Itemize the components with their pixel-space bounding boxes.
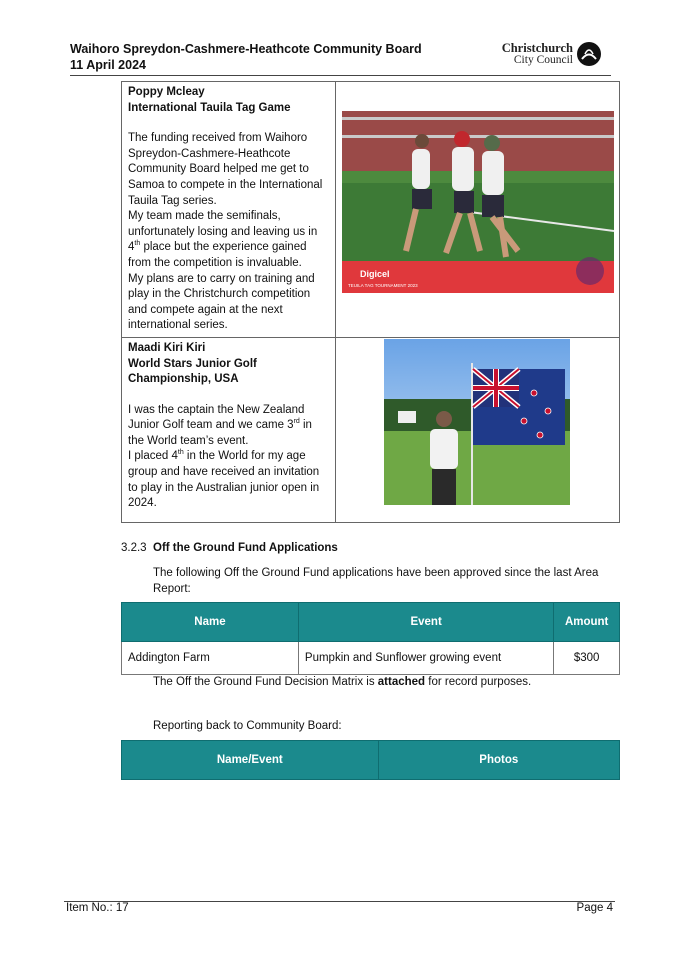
story-paragraph: My plans are to carry on training and play in the Christchurch competition and compete again at the next international series. <box>128 272 315 332</box>
page-number: Page 4 <box>576 902 613 914</box>
table-row <box>122 642 620 675</box>
reporting-table <box>121 740 620 780</box>
table-cell: Pumpkin and Sunflower growing event <box>298 642 553 675</box>
story-event: World Stars Junior Golf <box>128 357 257 370</box>
photo-caption: Digicel <box>360 269 390 279</box>
story-event: Championship, USA <box>128 373 239 386</box>
fund-table <box>121 602 620 675</box>
story-text <box>122 82 336 338</box>
table-cell: Addington Farm <box>122 642 299 675</box>
photo-caption: TEUILA TAG TOURNAMENT 2023 <box>348 283 418 288</box>
table-cell: $300 <box>554 642 620 675</box>
logo-text-2: City Council <box>513 54 573 66</box>
column-header: Name/Event <box>122 741 379 780</box>
story-name: Poppy Mcleay <box>128 86 205 98</box>
logo-text-1: Christchurch <box>501 41 573 55</box>
table-header-row <box>122 603 620 642</box>
section-intro: The following Off the Ground Fund applications have been approved since the last Area Report: <box>153 567 599 595</box>
table-header-row <box>122 741 620 780</box>
golf-photo <box>384 339 570 505</box>
tag-game-photo <box>342 111 614 293</box>
reporting-label: Reporting back to Community Board: <box>153 720 342 732</box>
story-name: Maadi Kiri Kiri <box>128 341 206 354</box>
story-paragraph: My team made the semifinals, unfortunately losing and leaving us in 4th place but the experience gained from the competition is invaluable. <box>128 210 318 269</box>
matrix-note: The Off the Ground Fund Decision Matrix is attached for record purposes. <box>153 676 532 688</box>
story-row <box>122 82 620 338</box>
item-number: Item No.: 17 <box>66 902 129 914</box>
column-header: Event <box>298 603 553 642</box>
column-header: Name <box>122 603 299 642</box>
story-paragraph: The funding received from Waihoro Spreydon-Cashmere-Heathcote Community Board helped me get to Samoa to compete in the International Tauila Tag series. <box>128 132 323 207</box>
stories-table <box>121 81 620 523</box>
board-name: Waihoro Spreydon-Cashmere-Heathcote Community Board <box>70 42 422 56</box>
story-paragraph: I placed 4th in the World for my age group and have received an invitation to play in the Australian junior open in 2024. <box>128 449 320 510</box>
header-rule <box>70 75 611 76</box>
logo-mark-icon <box>577 42 601 66</box>
council-logo <box>497 41 603 69</box>
story-photo-cell <box>336 337 620 522</box>
column-header: Photos <box>378 741 619 780</box>
header-title <box>70 41 422 73</box>
section-heading <box>121 542 338 554</box>
meeting-date: 11 April 2024 <box>70 58 146 72</box>
story-text <box>122 337 336 522</box>
section-number: 3.2.3 <box>121 542 147 554</box>
story-paragraph: I was the captain the New Zealand Junior Golf team and we came 3rd in the World team’s event. <box>128 403 312 447</box>
story-photo-cell <box>336 82 620 338</box>
story-row <box>122 337 620 522</box>
footer-rule <box>64 901 615 902</box>
section-title: Off the Ground Fund Applications <box>153 542 338 554</box>
story-event: International Tauila Tag Game <box>128 101 291 114</box>
column-header: Amount <box>554 603 620 642</box>
